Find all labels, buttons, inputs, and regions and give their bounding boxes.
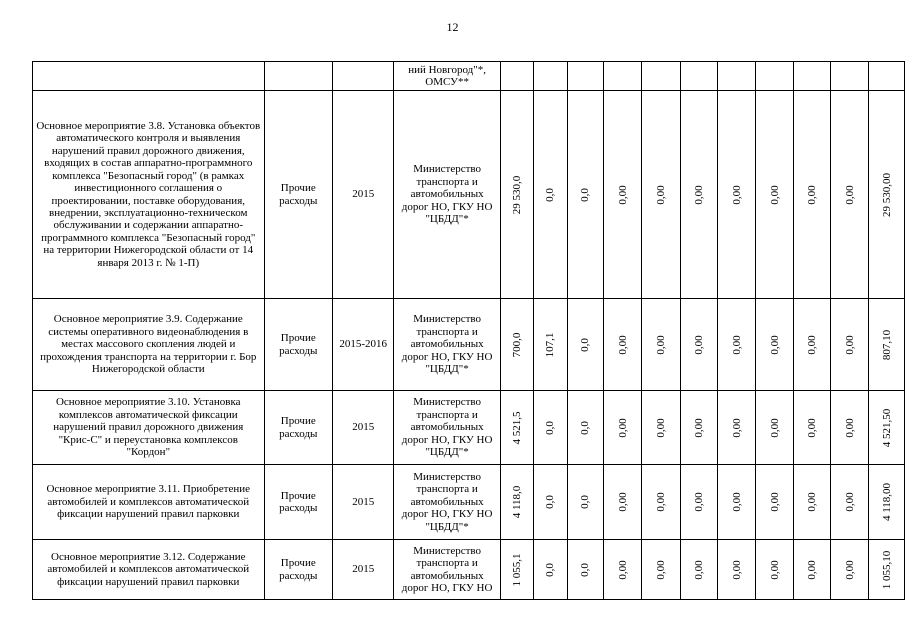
value-text: 0,00	[843, 492, 856, 512]
description-cell: Основное мероприятие 3.10. Установка комплексов автоматической фиксации нарушений правил дорожного движения "Крис-С" и переустановка комплексов "Кордон"	[33, 391, 265, 465]
executor-cell: Министерство транспорта и автомобильных дорог НО, ГКУ НО "ЦБДД"*	[394, 299, 500, 391]
description-cell: Основное мероприятие 3.8. Установка объектов автоматического контроля и выявления нарушений правил дорожного движения, входящих в состав аппаратно-программного комплекса "Безопасный город" (в рамках инвестиционного соглашения о проектировании, поставке оборудования, внедрении, эксплуатационно-техническом обслуживании и содержании аппаратно-программного комплекса "Безопасный город" на территории Нижегородской области от 14 января 2013 г. № 1-П)	[33, 91, 265, 299]
value-cell	[756, 299, 793, 391]
description-cell	[33, 62, 265, 91]
category-cell: Прочие расходы	[264, 465, 332, 540]
value-cell	[831, 62, 869, 91]
value-cell	[869, 540, 905, 600]
value-text: 0,00	[843, 417, 856, 438]
category-cell: Прочие расходы	[264, 391, 332, 465]
value-cell	[604, 465, 642, 540]
years-cell: 2015	[333, 391, 394, 465]
table-row	[33, 540, 905, 600]
value-cell	[869, 391, 905, 465]
years-cell	[333, 62, 394, 91]
value-cell	[869, 62, 905, 91]
years-cell: 2015	[333, 91, 394, 299]
value-text: 0,0	[579, 420, 592, 435]
value-text: 4 118,00	[880, 482, 893, 522]
value-cell	[642, 299, 680, 391]
value-cell	[534, 62, 567, 91]
value-text: 0,0	[579, 337, 592, 352]
value-text: 0,00	[768, 184, 781, 205]
value-text: 0,00	[730, 492, 743, 512]
value-cell	[680, 540, 717, 600]
value-cell	[718, 299, 756, 391]
value-text: 29 530,0	[511, 175, 524, 214]
value-text: 1 055,1	[511, 553, 524, 586]
value-cell	[500, 540, 533, 600]
value-text: 0,00	[655, 559, 668, 580]
value-text: 0,00	[616, 334, 629, 355]
value-cell	[793, 465, 830, 540]
description-cell: Основное мероприятие 3.11. Приобретение автомобилей и комплексов автоматической фиксации нарушений правил парковки	[33, 465, 265, 540]
value-cell	[718, 391, 756, 465]
value-text: 0,0	[544, 562, 557, 577]
value-cell	[831, 391, 869, 465]
value-text: 0,00	[805, 184, 818, 205]
value-cell	[567, 540, 603, 600]
value-text: 0,00	[616, 492, 629, 512]
page-number: 12	[446, 20, 459, 34]
value-text: 0,0	[579, 495, 592, 509]
value-cell	[756, 391, 793, 465]
value-cell	[567, 91, 603, 299]
value-cell	[869, 91, 905, 299]
executor-cell: Министерство транспорта и автомобильных дорог НО, ГКУ НО	[394, 540, 500, 600]
value-cell	[793, 62, 830, 91]
value-cell	[500, 299, 533, 391]
years-cell: 2015	[333, 540, 394, 600]
category-cell: Прочие расходы	[264, 299, 332, 391]
description-cell: Основное мероприятие 3.12. Содержание автомобилей и комплексов автоматической фиксации нарушений правил парковки	[33, 540, 265, 600]
executor-cell: Министерство транспорта и автомобильных дорог НО, ГКУ НО "ЦБДД"*	[394, 391, 500, 465]
value-cell	[680, 91, 717, 299]
value-text: 0,00	[843, 334, 856, 355]
category-cell: Прочие расходы	[264, 91, 332, 299]
value-cell	[793, 391, 830, 465]
value-text: 4 118,0	[511, 485, 524, 519]
value-text: 0,00	[692, 559, 705, 580]
value-cell	[869, 465, 905, 540]
table-row	[33, 91, 905, 299]
value-cell	[642, 62, 680, 91]
value-cell	[534, 299, 567, 391]
value-cell	[756, 540, 793, 600]
value-cell	[534, 91, 567, 299]
value-text: 700,0	[511, 332, 524, 357]
value-cell	[869, 299, 905, 391]
value-cell	[567, 62, 603, 91]
value-cell	[604, 391, 642, 465]
executor-cell: Министерство транспорта и автомобильных дорог НО, ГКУ НО "ЦБДД"*	[394, 465, 500, 540]
value-cell	[831, 299, 869, 391]
value-text: 0,00	[768, 334, 781, 355]
value-cell	[793, 91, 830, 299]
value-cell	[567, 299, 603, 391]
value-cell	[534, 540, 567, 600]
value-text: 0,00	[616, 184, 629, 205]
value-text: 0,00	[843, 559, 856, 580]
value-cell	[756, 465, 793, 540]
value-text: 0,00	[616, 417, 629, 438]
value-cell	[567, 465, 603, 540]
value-cell	[642, 91, 680, 299]
value-text: 0,00	[692, 417, 705, 438]
value-text: 0,00	[730, 334, 743, 355]
value-cell	[500, 91, 533, 299]
value-cell	[604, 540, 642, 600]
value-text: 0,00	[768, 417, 781, 438]
value-text: 807,10	[880, 329, 893, 360]
value-text: 0,0	[579, 187, 592, 202]
value-text: 0,00	[730, 184, 743, 205]
value-cell	[831, 91, 869, 299]
value-text: 0,00	[655, 417, 668, 438]
table-row-continuation	[33, 62, 905, 91]
value-text: 0,00	[730, 417, 743, 438]
value-cell	[718, 465, 756, 540]
table-row	[33, 391, 905, 465]
measures-table	[32, 61, 905, 600]
value-text: 0,00	[843, 184, 856, 205]
value-text: 0,0	[544, 495, 557, 509]
value-cell	[642, 465, 680, 540]
category-cell: Прочие расходы	[264, 540, 332, 600]
value-text: 0,00	[805, 492, 818, 512]
value-cell	[680, 62, 717, 91]
value-cell	[718, 540, 756, 600]
value-cell	[680, 391, 717, 465]
value-cell	[756, 91, 793, 299]
value-cell	[604, 91, 642, 299]
value-text: 0,00	[768, 559, 781, 580]
executor-cell: ний Новгород"*, ОМСУ**	[394, 62, 500, 91]
value-text: 0,0	[544, 420, 557, 435]
executor-cell: Министерство транспорта и автомобильных дорог НО, ГКУ НО "ЦБДД"*	[394, 91, 500, 299]
value-text: 0,00	[692, 184, 705, 205]
value-text: 0,00	[692, 492, 705, 512]
value-text: 0,00	[805, 417, 818, 438]
value-cell	[604, 299, 642, 391]
value-cell	[500, 391, 533, 465]
years-cell: 2015-2016	[333, 299, 394, 391]
value-text: 0,00	[805, 334, 818, 355]
value-text: 107,1	[544, 332, 557, 357]
value-text: 0,00	[655, 184, 668, 205]
value-text: 4 521,5	[511, 411, 524, 444]
value-text: 0,00	[616, 559, 629, 580]
value-cell	[680, 299, 717, 391]
value-text: 0,00	[692, 334, 705, 355]
value-cell	[534, 465, 567, 540]
years-cell: 2015	[333, 465, 394, 540]
value-text: 1 055,10	[880, 550, 893, 589]
table-row	[33, 299, 905, 391]
description-cell: Основное мероприятие 3.9. Содержание системы оперативного видеонаблюдения в местах массового скопления людей и прохождения транспорта на территории г. Бор Нижегородской области	[33, 299, 265, 391]
value-cell	[718, 62, 756, 91]
value-text: 29 530,00	[880, 172, 893, 217]
value-cell	[500, 62, 533, 91]
value-text: 0,00	[768, 492, 781, 512]
value-cell	[642, 391, 680, 465]
value-cell	[567, 391, 603, 465]
value-cell	[793, 299, 830, 391]
value-cell	[831, 465, 869, 540]
value-cell	[831, 540, 869, 600]
value-cell	[718, 91, 756, 299]
value-cell	[680, 465, 717, 540]
value-text: 0,00	[655, 334, 668, 355]
value-text: 0,0	[579, 562, 592, 577]
value-cell	[534, 391, 567, 465]
value-cell	[642, 540, 680, 600]
value-text: 4 521,50	[880, 408, 893, 447]
value-cell	[500, 465, 533, 540]
value-cell	[756, 62, 793, 91]
value-text: 0,00	[805, 559, 818, 580]
value-text: 0,0	[544, 187, 557, 202]
value-cell	[793, 540, 830, 600]
value-text: 0,00	[655, 492, 668, 512]
value-cell	[604, 62, 642, 91]
value-text: 0,00	[730, 559, 743, 580]
category-cell	[264, 62, 332, 91]
table-row	[33, 465, 905, 540]
